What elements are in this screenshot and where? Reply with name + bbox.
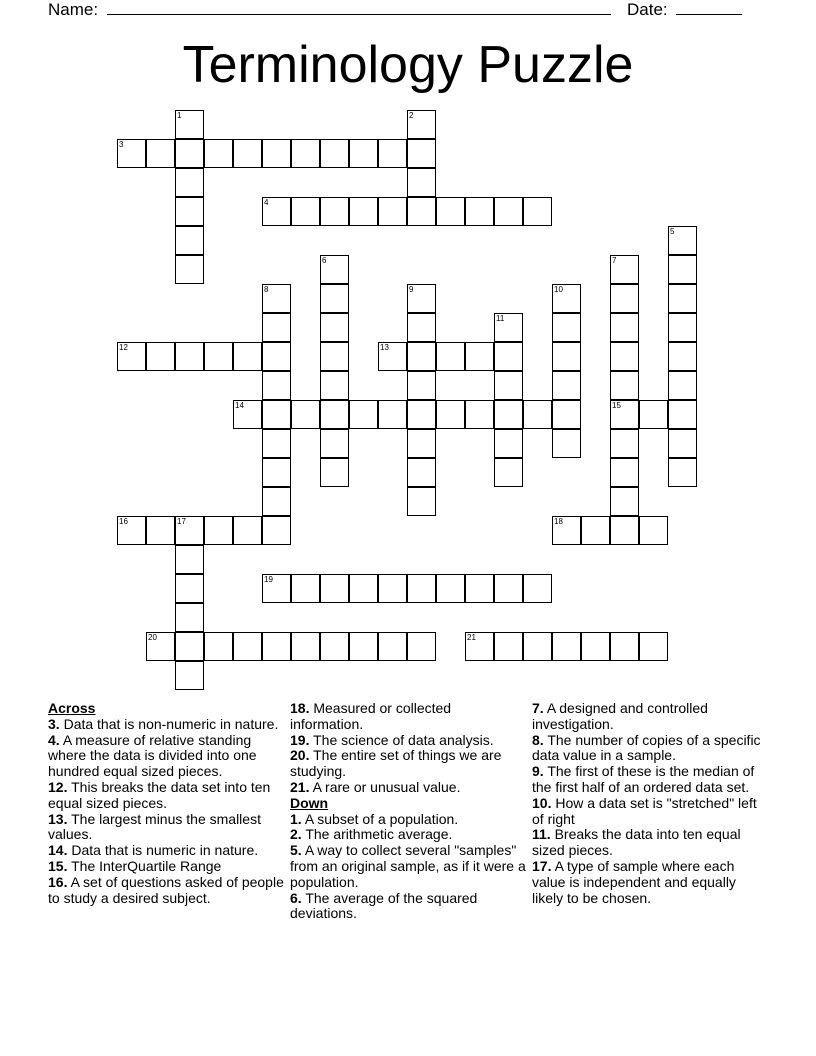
crossword-cell[interactable] (262, 429, 291, 458)
crossword-cell[interactable] (291, 197, 320, 226)
crossword-cell[interactable] (320, 255, 349, 284)
crossword-cell[interactable] (465, 632, 494, 661)
crossword-cell[interactable] (523, 632, 552, 661)
across-clue (48, 717, 284, 733)
crossword-cell[interactable] (552, 284, 581, 313)
crossword-cell[interactable] (610, 632, 639, 661)
crossword-cell[interactable] (668, 226, 697, 255)
crossword-cell[interactable] (407, 574, 436, 603)
clue-number: 15 (612, 401, 621, 410)
clue-text: Measured or collected information. (290, 700, 452, 732)
clue-number: 6 (322, 256, 327, 265)
across-clue (48, 843, 284, 859)
clue-text: A type of sample where each value is independent and equally likely to be chosen. (532, 857, 736, 906)
crossword-cell[interactable] (233, 139, 262, 168)
clue-number: 17. (532, 857, 552, 874)
crossword-cell[interactable] (610, 429, 639, 458)
crossword-cell[interactable] (465, 400, 494, 429)
crossword-cell[interactable] (668, 255, 697, 284)
crossword-cell[interactable] (262, 284, 291, 313)
crossword-cell[interactable] (639, 632, 668, 661)
crossword-cell[interactable] (610, 313, 639, 342)
across-clue (290, 733, 526, 749)
crossword-cell[interactable] (175, 255, 204, 284)
across-clue (48, 859, 284, 875)
clue-text: A subset of a population. (304, 810, 459, 827)
crossword-cell[interactable] (349, 197, 378, 226)
crossword-cell[interactable] (436, 400, 465, 429)
crossword-cell[interactable] (233, 516, 262, 545)
date-label: Date: (627, 0, 668, 19)
crossword-cell[interactable] (494, 632, 523, 661)
clue-number: 21 (467, 633, 476, 642)
crossword-cell[interactable] (146, 632, 175, 661)
crossword-cell[interactable] (552, 400, 581, 429)
crossword-cell[interactable] (494, 197, 523, 226)
crossword-cell[interactable] (610, 516, 639, 545)
crossword-cell[interactable] (262, 574, 291, 603)
clue-number: 7 (612, 256, 617, 265)
crossword-cell[interactable] (668, 400, 697, 429)
clue-number: 8 (264, 285, 269, 294)
crossword-cell[interactable] (552, 371, 581, 400)
clue-text: The average of the squared deviations. (290, 889, 478, 922)
clue-number: 17 (177, 517, 186, 526)
clue-number: 19 (264, 575, 273, 584)
down-clue (532, 859, 768, 906)
crossword-cell[interactable] (494, 458, 523, 487)
crossword-cell[interactable] (378, 342, 407, 371)
clue-number: 18. (290, 700, 310, 716)
crossword-cell[interactable] (175, 603, 204, 632)
clue-number: 20. (290, 747, 310, 764)
clue-number: 13 (380, 343, 389, 352)
crossword-cell[interactable] (639, 516, 668, 545)
clue-text: The arithmetic average. (305, 826, 453, 843)
clue-text: The entire set of things we are studying. (290, 747, 502, 780)
clue-number: 11. (532, 826, 551, 843)
crossword-cell[interactable] (117, 139, 146, 168)
crossword-cell[interactable] (291, 400, 320, 429)
crossword-cell[interactable] (552, 632, 581, 661)
down-clue (532, 701, 768, 733)
crossword-cell[interactable] (175, 168, 204, 197)
clue-number: 9. (532, 763, 544, 780)
clue-text: The number of copies of a specific data value in a sample. (532, 731, 761, 764)
crossword-cell[interactable] (320, 632, 349, 661)
crossword-cell[interactable] (465, 574, 494, 603)
crossword-cell[interactable] (204, 632, 233, 661)
crossword-cell[interactable] (262, 371, 291, 400)
crossword-cell[interactable] (610, 342, 639, 371)
crossword-cell[interactable] (349, 139, 378, 168)
crossword-cell[interactable] (175, 632, 204, 661)
crossword-cell[interactable] (552, 342, 581, 371)
crossword-cell[interactable] (320, 139, 349, 168)
crossword-cell[interactable] (320, 197, 349, 226)
across-clue (48, 875, 284, 907)
clue-number: 21. (290, 778, 310, 795)
crossword-cell[interactable] (639, 400, 668, 429)
crossword-cell[interactable] (610, 371, 639, 400)
across-clue (48, 733, 284, 780)
crossword-cell[interactable] (610, 284, 639, 313)
crossword-cell[interactable] (407, 429, 436, 458)
crossword-cell[interactable] (146, 139, 175, 168)
down-clue (290, 827, 526, 843)
clue-number: 8. (532, 731, 544, 748)
crossword-cell[interactable] (320, 284, 349, 313)
crossword-cell[interactable] (668, 284, 697, 313)
crossword-cell[interactable] (262, 139, 291, 168)
crossword-cell[interactable] (349, 400, 378, 429)
crossword-cell[interactable] (465, 342, 494, 371)
down-clue (532, 764, 768, 796)
crossword-cell[interactable] (175, 139, 204, 168)
clue-number: 16 (119, 517, 128, 526)
clue-text: The science of data analysis. (313, 731, 494, 748)
crossword-cell[interactable] (407, 197, 436, 226)
clue-number: 2 (409, 111, 414, 120)
crossword-cell[interactable] (668, 313, 697, 342)
crossword-cell[interactable] (175, 342, 204, 371)
crossword-cell[interactable] (407, 342, 436, 371)
across-clue (48, 780, 284, 812)
clue-number: 12 (119, 343, 128, 352)
crossword-cell[interactable] (320, 429, 349, 458)
clue-column-2 (290, 701, 526, 922)
clue-text: This breaks the data set into ten equal sized pieces. (48, 778, 271, 811)
crossword-cell[interactable] (117, 342, 146, 371)
crossword-cell[interactable] (262, 400, 291, 429)
clue-text: The first of these is the median of the first half of an ordered data set. (532, 763, 755, 795)
clue-number: 9 (409, 285, 414, 294)
crossword-cell[interactable] (378, 139, 407, 168)
crossword-cell[interactable] (291, 632, 320, 661)
crossword-cell[interactable] (407, 284, 436, 313)
crossword-cell[interactable] (436, 197, 465, 226)
clue-number: 18 (554, 517, 563, 526)
crossword-cell[interactable] (291, 139, 320, 168)
clue-number: 2. (290, 826, 302, 843)
clue-number: 5. (290, 842, 302, 859)
crossword-cell[interactable] (668, 458, 697, 487)
crossword-cell[interactable] (233, 632, 262, 661)
clue-number: 6. (290, 889, 302, 906)
clue-number: 14. (48, 842, 68, 859)
crossword-cell[interactable] (262, 342, 291, 371)
clue-text: A designed and controlled investigation. (532, 700, 708, 732)
clue-number: 10. (532, 794, 552, 811)
clue-text: Breaks the data into ten equal sized pieces. (532, 826, 741, 859)
clue-number: 20 (148, 633, 157, 642)
crossword-cell[interactable] (262, 516, 291, 545)
crossword-cell[interactable] (581, 632, 610, 661)
crossword-cell[interactable] (233, 342, 262, 371)
clue-number: 4. (48, 731, 60, 748)
down-clue (290, 891, 526, 923)
clue-number: 11 (496, 314, 505, 323)
crossword-cell[interactable] (320, 458, 349, 487)
crossword-cell[interactable] (175, 226, 204, 255)
crossword-cell[interactable] (523, 197, 552, 226)
crossword-cell[interactable] (320, 313, 349, 342)
crossword-cell[interactable] (407, 487, 436, 516)
page-title: Terminology Puzzle (182, 36, 634, 94)
crossword-cell[interactable] (291, 574, 320, 603)
clue-number: 1 (177, 111, 182, 120)
clue-number: 5 (670, 227, 675, 236)
crossword-cell[interactable] (204, 342, 233, 371)
clue-column-1 (48, 701, 284, 906)
clue-column-3 (532, 701, 768, 906)
crossword-cell[interactable] (262, 313, 291, 342)
down-clue (290, 812, 526, 828)
crossword-cell[interactable] (175, 197, 204, 226)
crossword-cell[interactable] (378, 574, 407, 603)
clue-number: 7. (532, 700, 544, 716)
crossword-cell[interactable] (610, 487, 639, 516)
clue-text: A measure of relative standing where the data is divided into one hundred equal sized pieces. (48, 731, 257, 780)
crossword-cell[interactable] (407, 400, 436, 429)
clue-number: 15. (48, 857, 68, 874)
name-label: Name: (48, 0, 99, 19)
down-clue (532, 733, 768, 765)
clue-text: A set of questions asked of people to study a desired subject. (48, 873, 284, 906)
clue-text: Data that is non-numeric in nature. (63, 715, 279, 732)
clue-number: 19. (290, 731, 310, 748)
clue-text: A rare or unusual value. (312, 778, 461, 795)
crossword-cell[interactable] (494, 313, 523, 342)
clue-number: 16. (48, 873, 68, 890)
crossword-cell[interactable] (494, 574, 523, 603)
clue-number: 14 (235, 401, 244, 410)
crossword-cell[interactable] (378, 400, 407, 429)
across-clue (290, 780, 526, 796)
crossword-cell[interactable] (320, 400, 349, 429)
crossword-cell[interactable] (175, 661, 204, 690)
crossword-cell[interactable] (552, 516, 581, 545)
crossword-cell[interactable] (117, 516, 146, 545)
down-clue (290, 843, 526, 890)
across-clue (290, 748, 526, 780)
crossword-cell[interactable] (175, 574, 204, 603)
crossword-cell[interactable] (552, 313, 581, 342)
clue-number: 12. (48, 778, 68, 795)
crossword-cell[interactable] (378, 197, 407, 226)
crossword-cell[interactable] (320, 574, 349, 603)
crossword-cell[interactable] (407, 632, 436, 661)
clue-number: 3. (48, 715, 60, 732)
across-heading: Across (48, 700, 96, 716)
clue-number: 1. (290, 810, 302, 827)
crossword-cell[interactable] (349, 632, 378, 661)
clue-text: How a data set is "stretched" left of right (532, 794, 757, 827)
crossword-cell[interactable] (262, 458, 291, 487)
crossword-cell[interactable] (668, 371, 697, 400)
crossword-cell[interactable] (668, 342, 697, 371)
crossword-cell[interactable] (262, 632, 291, 661)
crossword-cell[interactable] (320, 371, 349, 400)
crossword-cell[interactable] (262, 197, 291, 226)
crossword-cell[interactable] (523, 400, 552, 429)
crossword-cell[interactable] (262, 487, 291, 516)
clue-text: Data that is numeric in nature. (71, 842, 259, 859)
crossword-cell[interactable] (175, 545, 204, 574)
crossword-cell[interactable] (581, 516, 610, 545)
clue-text: The largest minus the smallest values. (48, 810, 261, 843)
clue-number: 3 (119, 140, 124, 149)
crossword-cell[interactable] (407, 110, 436, 139)
clue-number: 10 (554, 285, 563, 294)
crossword-cell[interactable] (610, 400, 639, 429)
crossword-cell[interactable] (146, 516, 175, 545)
crossword-cell[interactable] (407, 313, 436, 342)
crossword-cell[interactable] (320, 342, 349, 371)
crossword-cell[interactable] (233, 400, 262, 429)
crossword-cell[interactable] (494, 342, 523, 371)
crossword-cell[interactable] (407, 168, 436, 197)
crossword-cell[interactable] (407, 139, 436, 168)
crossword-cell[interactable] (436, 342, 465, 371)
clue-number: 4 (264, 198, 269, 207)
crossword-cell[interactable] (175, 110, 204, 139)
clue-number: 13. (48, 810, 68, 827)
crossword-cell[interactable] (668, 429, 697, 458)
crossword-cell[interactable] (175, 516, 204, 545)
crossword-cell[interactable] (494, 400, 523, 429)
crossword-cell[interactable] (407, 371, 436, 400)
down-clue (532, 796, 768, 828)
crossword-cell[interactable] (610, 255, 639, 284)
crossword-cell[interactable] (610, 458, 639, 487)
across-clue (290, 701, 526, 733)
crossword-cell[interactable] (407, 458, 436, 487)
down-heading: Down (290, 794, 329, 811)
crossword-cell[interactable] (436, 574, 465, 603)
crossword-cell[interactable] (552, 429, 581, 458)
crossword-cell[interactable] (146, 342, 175, 371)
crossword-cell[interactable] (349, 574, 378, 603)
clue-text: The InterQuartile Range (71, 857, 222, 874)
crossword-cell[interactable] (494, 429, 523, 458)
crossword-cell[interactable] (204, 516, 233, 545)
crossword-cell[interactable] (494, 371, 523, 400)
clue-text: A way to collect several "samples" from an original sample, as if it were a population. (290, 842, 526, 890)
across-clue (48, 812, 284, 844)
down-clue (532, 827, 768, 859)
crossword-cell[interactable] (204, 139, 233, 168)
crossword-cell[interactable] (378, 632, 407, 661)
crossword-cell[interactable] (465, 197, 494, 226)
crossword-cell[interactable] (523, 574, 552, 603)
